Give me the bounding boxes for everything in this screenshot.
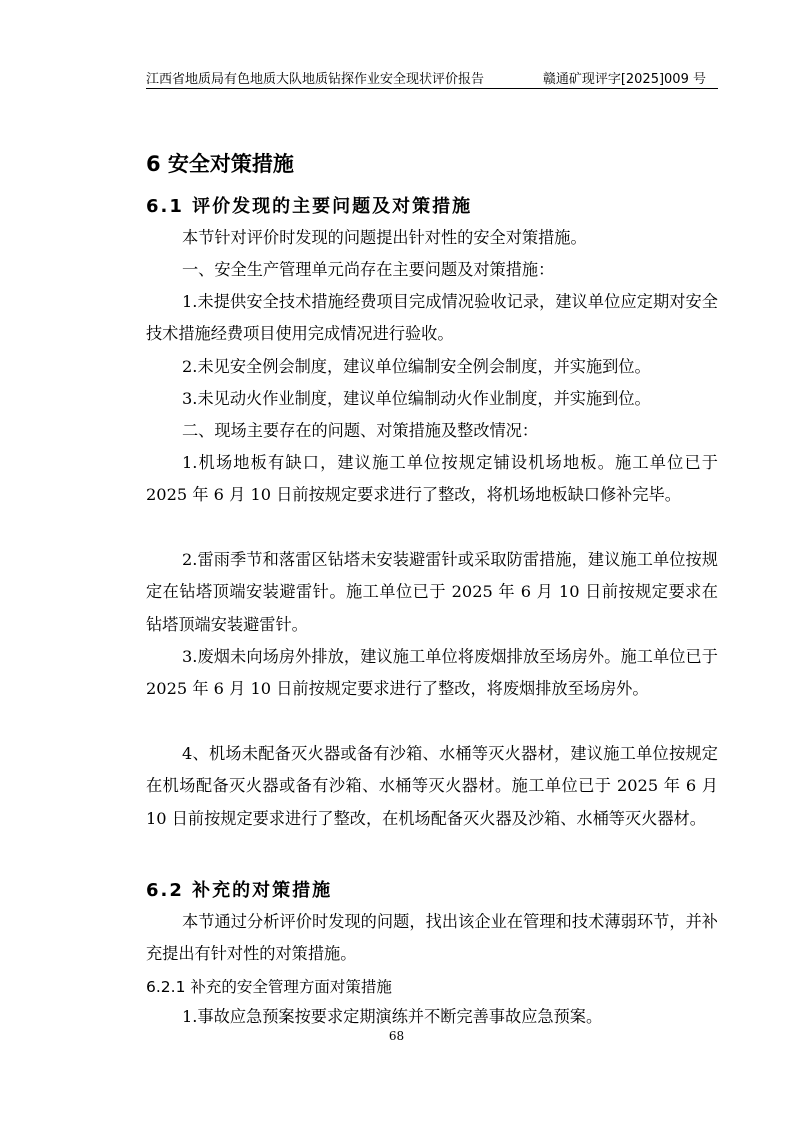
paragraph: 3.未见动火作业制度，建议单位编制动火作业制度，并实施到位。 xyxy=(182,389,651,408)
paragraph: 本节针对评价时发现的问题提出针对性的安全对策措施。 xyxy=(182,228,587,247)
section-6-1-title: 6.1 评价发现的主要问题及对策措施 xyxy=(146,196,473,217)
paragraph: 二、现场主要存在的问题、对策措施及整改情况： xyxy=(182,421,539,440)
paragraph: 3.废烟未向场房外排放，建议施工单位将废烟排放至场房外。施工单位已于 2025 年 6 月 10 日前按规定要求进行了整改，将废烟排放至场房外。 xyxy=(146,647,718,699)
header-report-title: 江西省地质局有色地质大队地质钻探作业安全现状评价报告 xyxy=(146,72,485,87)
chapter-title: 6 安全对策措施 xyxy=(146,152,294,176)
paragraph: 4、机场未配备灭火器或备有沙箱、水桶等灭火器材，建议施工单位按规定在机场配备灭火器或备有沙箱、水桶等灭火器材。施工单位已于 2025 年 6 月 10 日前按规定要求进行了整改，在机场配备灭火器及沙箱、水桶等灭火器材。 xyxy=(146,744,718,828)
page-header xyxy=(146,66,718,89)
subsection-6-2-1-title: 6.2.1 补充的安全管理方面对策措施 xyxy=(146,978,392,996)
paragraph: 一、安全生产管理单元尚存在主要问题及对策措施： xyxy=(182,260,555,279)
paragraph: 本节通过分析评价时发现的问题，找出该企业在管理和技术薄弱环节，并补充提出有针对性的对策措施。 xyxy=(146,912,718,964)
paragraph: 1.机场地板有缺口，建议施工单位按规定铺设机场地板。施工单位已于 2025 年 6 月 10 日前按规定要求进行了整改，将机场地板缺口修补完毕。 xyxy=(146,453,718,505)
paragraph: 1.未提供安全技术措施经费项目完成情况验收记录，建议单位应定期对安全技术措施经费项目使用完成情况进行验收。 xyxy=(146,292,718,344)
section-6-2-title: 6.2 补充的对策措施 xyxy=(146,880,333,901)
paragraph: 2.未见安全例会制度，建议单位编制安全例会制度，并实施到位。 xyxy=(182,357,651,376)
paragraph: 2.雷雨季节和落雷区钻塔未安装避雷针或采取防雷措施，建议施工单位按规定在钻塔顶端安装避雷针。施工单位已于 2025 年 6 月 10 日前按规定要求在钻塔顶端安装避雷针。 xyxy=(146,550,718,634)
paragraph: 1.事故应急预案按要求定期演练并不断完善事故应急预案。 xyxy=(182,1007,603,1026)
header-report-number: 赣通矿现评字[2025]009 号 xyxy=(542,72,706,87)
page-number: 68 xyxy=(388,1029,405,1043)
